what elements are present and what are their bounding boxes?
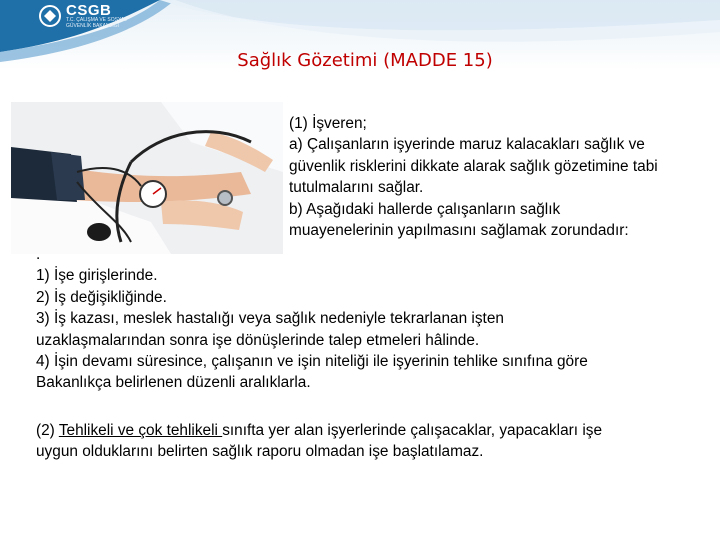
intro-text [289,113,719,241]
paragraph-2-prefix: (2) [36,422,59,439]
intro-line: (1) İşveren; [289,115,367,132]
underlined-hazard-class: Tehlikeli ve çok tehlikeli [58,422,223,439]
intro-line: muayenelerinin yapılmasını sağlamak zorundadır: [289,222,629,240]
list-item: . [36,246,41,263]
logo-text: CSGB [66,2,112,19]
blood-pressure-photo [11,102,283,254]
paragraph-2-line-1-rest: sınıfta yer alan işyerlerinde çalışacaklar, yapacakları işe [222,422,603,439]
page-title: Sağlık Gözetimi (MADDE 15) [237,50,493,71]
list-item: 3) İş kazası, meslek hastalığı veya sağlık nedeniyle tekrarlanan işten [36,310,504,328]
paragraph-2 [36,420,706,463]
intro-line: a) Çalışanların işyerinde maruz kalacakları sağlık ve [289,136,645,154]
paragraph-2-line-2: uygun olduklarını belirten sağlık raporu olmadan işe başlatılamaz. [36,443,484,461]
intro-line: tutulmalarını sağlar. [289,179,424,197]
paragraph-2-line-1 [36,420,706,441]
list-item: 4) İşin devamı süresince, çalışanın ve işin niteliği ile işyerinin tehlike sınıfına göre [36,353,588,371]
intro-line: güvenlik risklerini dikkate alarak sağlık gözetimine tabi [289,157,658,175]
logo-subtext: T.C. ÇALIŞMA VE SOSYAL GÜVENLİK BAKANLIĞI [66,17,127,29]
blood-pressure-measurement-icon [11,102,283,254]
list-item: uzaklaşmalarından sonra işe dönüşlerinde talep etmeleri hâlinde. [36,331,480,349]
logo-mark-icon [14,2,66,34]
list-item: Bakanlıkça belirlenen düzenli aralıklarla. [36,374,311,392]
list-item: 1) İşe girişlerinde. [36,267,158,285]
cases-list [36,244,706,394]
intro-line: b) Aşağıdaki hallerde çalışanların sağlık [289,200,561,218]
list-item: 2) İş değişikliğinde. [36,288,167,306]
